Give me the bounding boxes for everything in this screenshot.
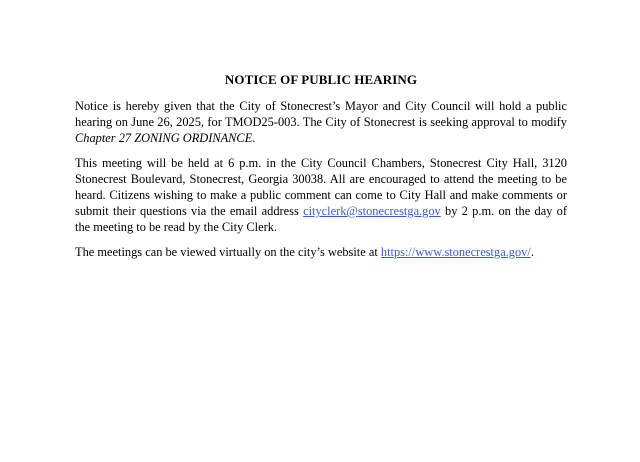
meeting-text: This meeting will be held at 6 p.m. in the City Council Chambers, Stonecrest City Hall, 3120 Stonecrest Boulevard, Stonecrest, Georgia 30038. All are encouraged to attend the meeting to be heard. Citizens wishing to make a public comment can come to City Hall and make comments or submit their questions via the email address <box>75 156 567 218</box>
virtual-text: The meetings can be viewed virtually on the city’s website at <box>75 245 381 259</box>
meeting-text-end: by 2 p.m. on the day of the meeting to be read by the City Clerk. <box>75 204 567 234</box>
notice-document <box>75 72 567 269</box>
notice-paragraph-virtual <box>75 244 567 260</box>
notice-paragraph-hearing <box>75 98 567 146</box>
website-link[interactable]: https://www.stonecrestga.gov/ <box>380 245 531 259</box>
hearing-text: Notice is hereby given that the City of Stonecrest’s Mayor and City Council will hold a public hearing on June 26, 2025, for TMOD25-003. The City of Stonecrest is seeking approval to modify <box>75 99 567 129</box>
ordinance-name: Chapter 27 ZONING ORDINANCE <box>75 131 253 145</box>
email-link[interactable]: cityclerk@stonecrestga.gov <box>303 204 441 218</box>
notice-title: NOTICE OF PUBLIC HEARING <box>224 72 418 87</box>
notice-paragraph-meeting <box>75 155 567 235</box>
hearing-text-end: . <box>252 131 256 145</box>
virtual-text-end: . <box>530 245 534 259</box>
